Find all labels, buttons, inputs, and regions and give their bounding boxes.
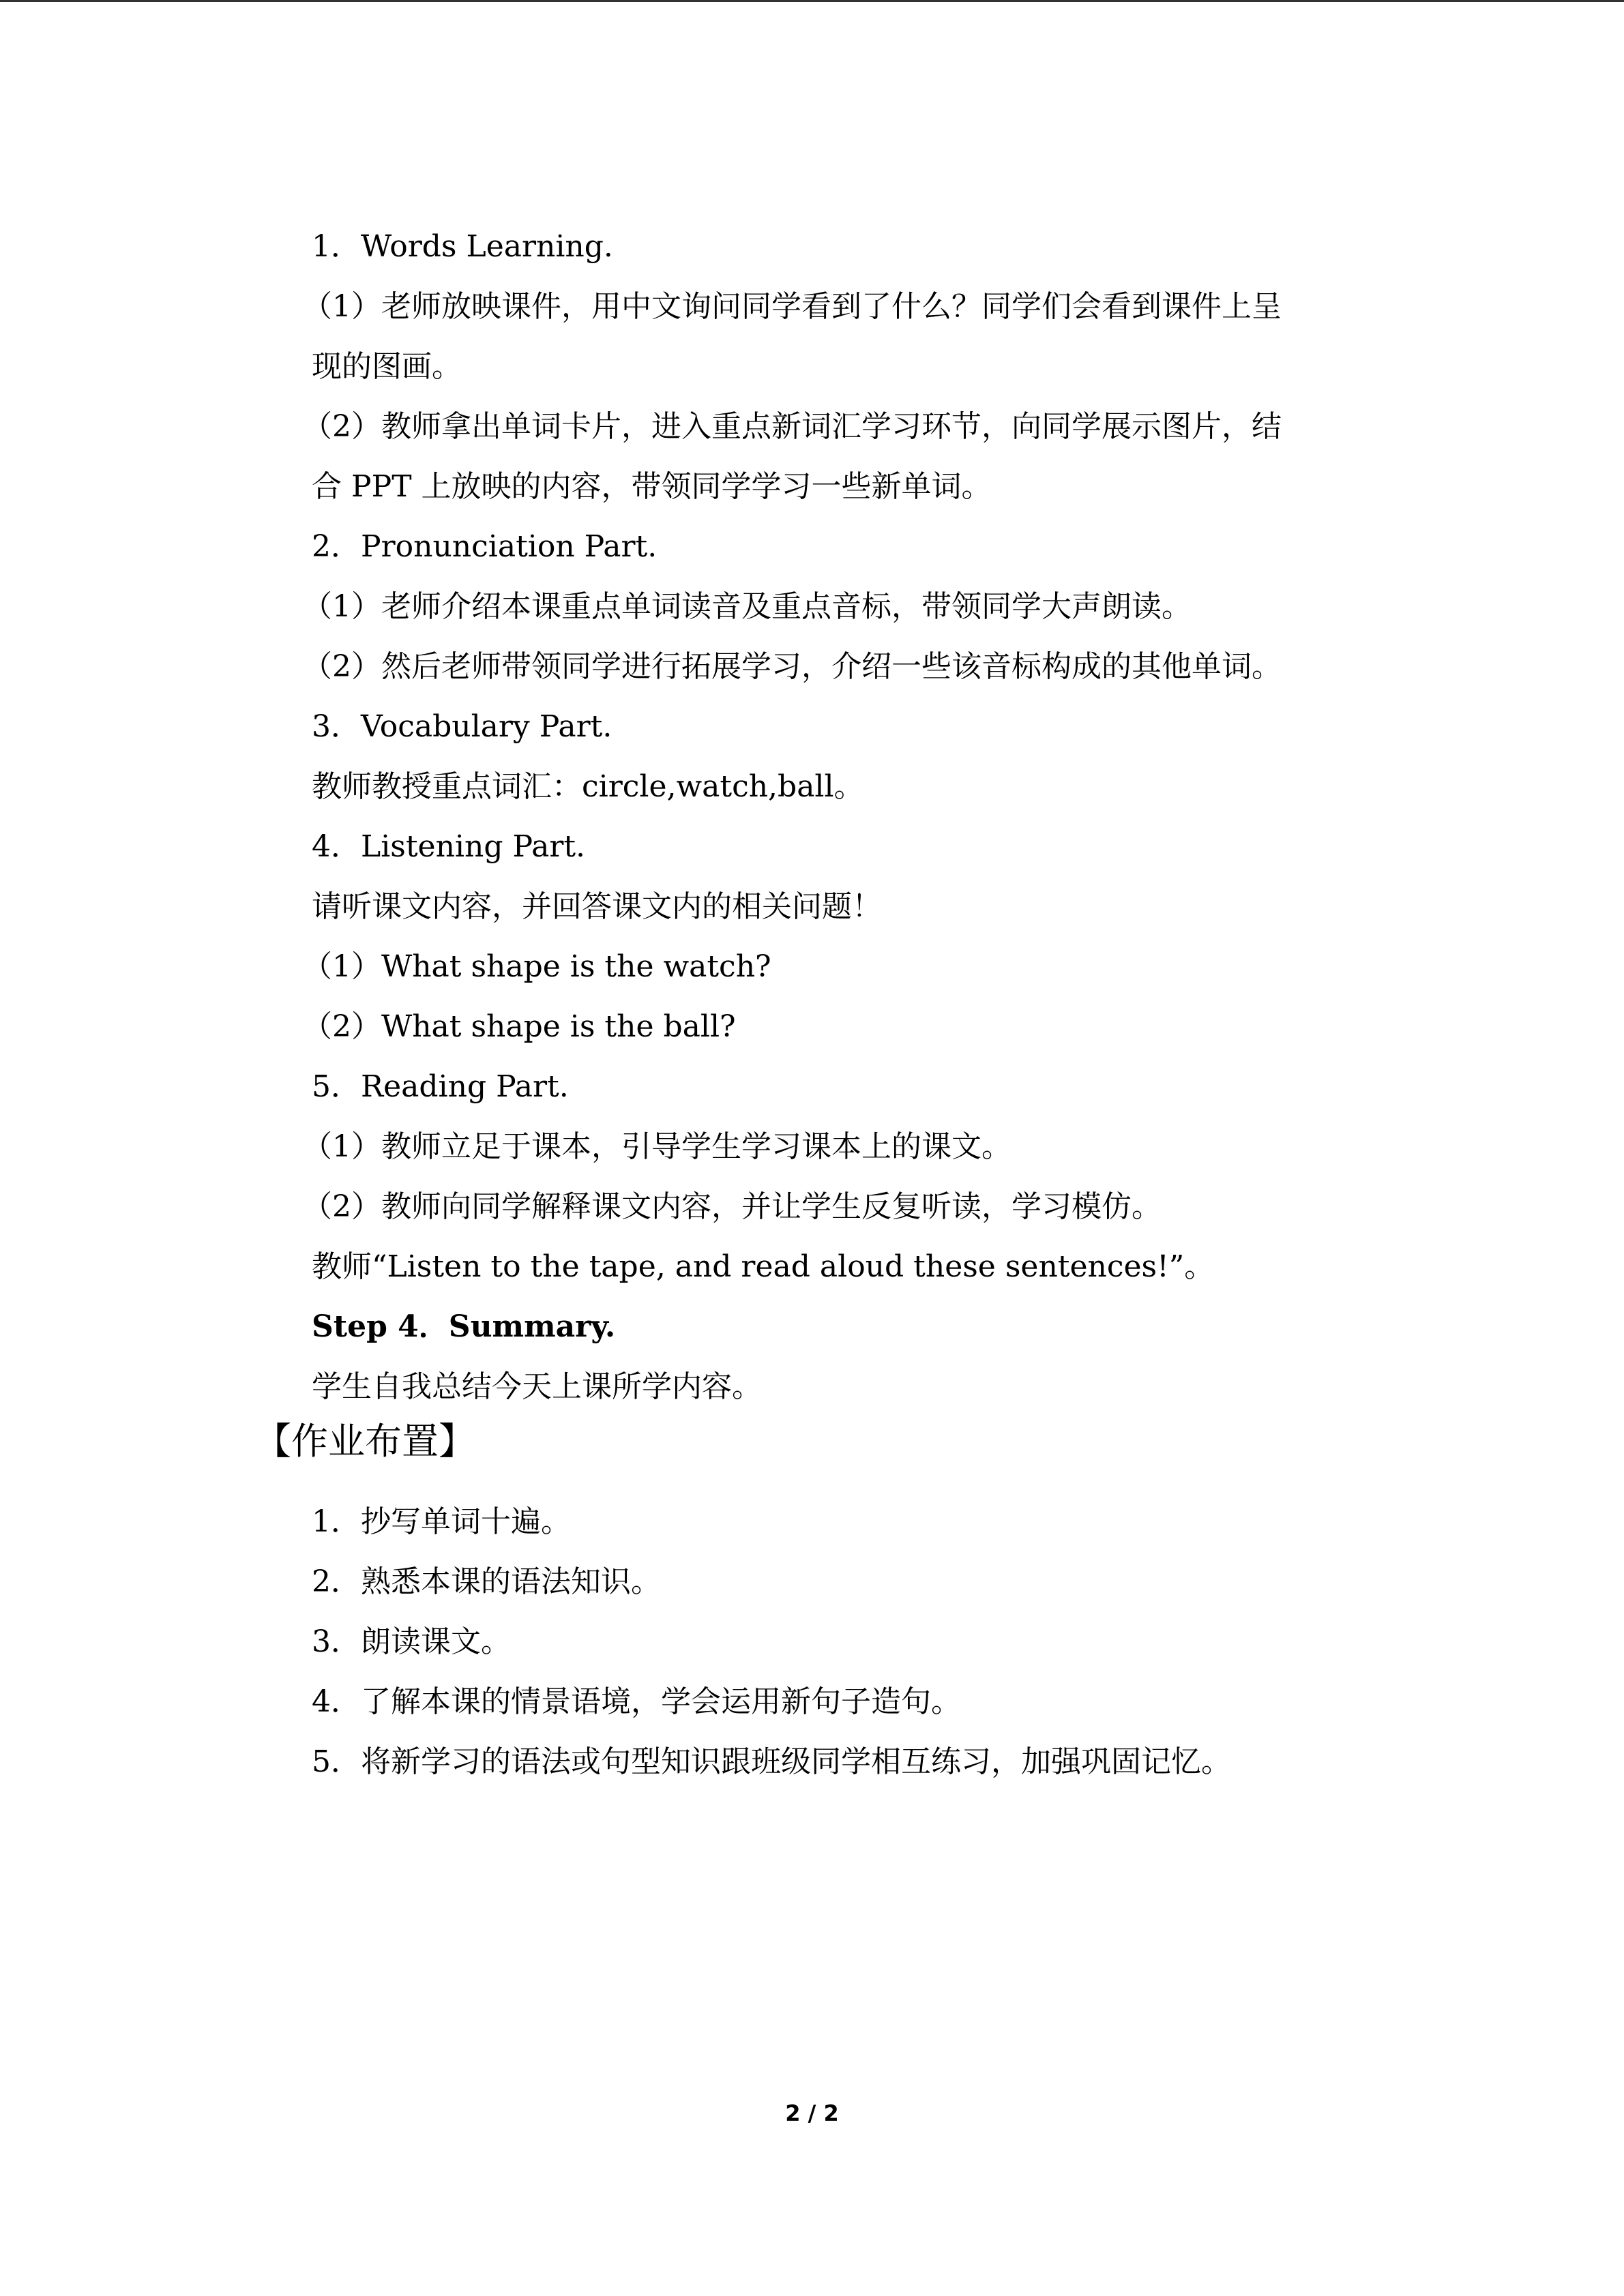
page-number: 2 / 2	[785, 2100, 839, 2126]
body-line: （1）What shape is the watch?	[302, 949, 771, 984]
body-line: 3．Vocabulary Part.	[312, 709, 612, 744]
body-line: 教师“Listen to the tape, and read aloud these sentences!”。	[312, 1249, 1215, 1284]
body-line: 学生自我总结今天上课所学内容。	[312, 1369, 762, 1404]
step-heading: Step 4．Summary.	[312, 1309, 616, 1344]
body-line: 2．Pronunciation Part.	[312, 529, 658, 564]
body-line: 1．Words Learning.	[312, 229, 613, 264]
body-line: 教师教授重点词汇：circle,watch,ball。	[312, 769, 864, 804]
body-line: （1）老师介绍本课重点单词读音及重点音标，带领同学大声朗读。	[302, 589, 1192, 624]
lesson-body	[302, 217, 1376, 1417]
body-line: 4．Listening Part.	[312, 829, 586, 864]
homework-item: 1．抄写单词十遍。	[312, 1504, 571, 1539]
homework-item: 4．了解本课的情景语境，学会运用新句子造句。	[312, 1684, 961, 1719]
homework-section-title: 【作业布置】	[254, 1420, 475, 1463]
body-line: 现的图画。	[312, 349, 462, 384]
homework-list	[312, 1492, 1376, 1792]
body-line: （2）教师拿出单词卡片，进入重点新词汇学习环节，向同学展示图片，结	[302, 409, 1282, 444]
body-line: （1）老师放映课件，用中文询问同学看到了什么？同学们会看到课件上呈	[302, 289, 1282, 324]
body-line: 5．Reading Part.	[312, 1069, 569, 1104]
body-line: （1）教师立足于课本，引导学生学习课本上的课文。	[302, 1129, 1012, 1164]
body-line: （2）教师向同学解释课文内容，并让学生反复听读，学习模仿。	[302, 1189, 1162, 1224]
homework-item: 3．朗读课文。	[312, 1624, 511, 1659]
body-line: 请听课文内容，并回答课文内的相关问题！	[312, 889, 882, 924]
body-line: （2）然后老师带领同学进行拓展学习，介绍一些该音标构成的其他单词。	[302, 649, 1282, 684]
homework-item: 2．熟悉本课的语法知识。	[312, 1564, 661, 1599]
body-line: （2）What shape is the ball?	[302, 1009, 736, 1044]
body-line: 合 PPT 上放映的内容，带领同学学习一些新单词。	[312, 469, 992, 504]
page-top-border	[0, 0, 1624, 2]
homework-item: 5．将新学习的语法或句型知识跟班级同学相互练习，加强巩固记忆。	[312, 1744, 1231, 1779]
